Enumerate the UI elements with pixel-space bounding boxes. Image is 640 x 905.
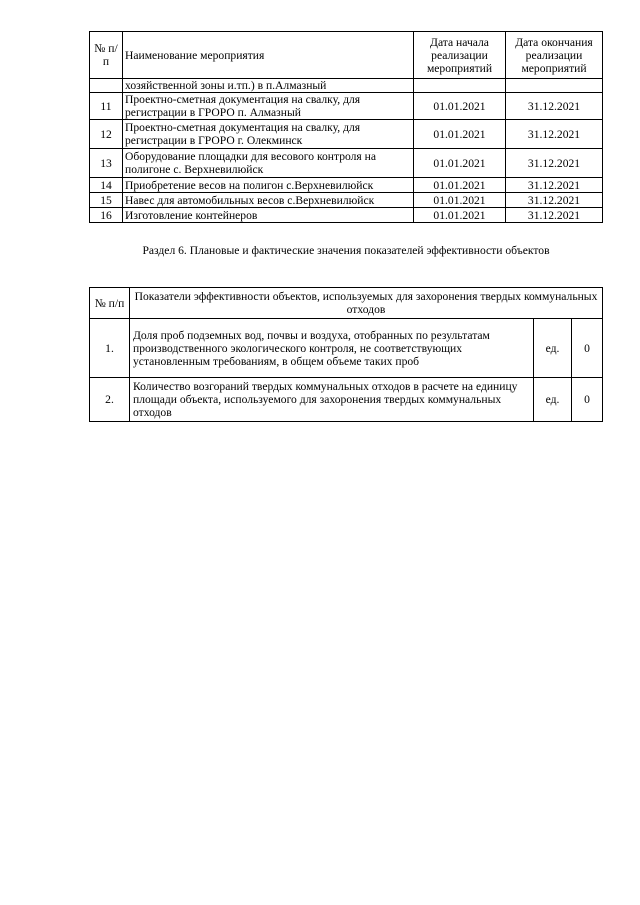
- row-value: 0: [571, 319, 602, 378]
- table-row: [90, 378, 603, 422]
- header-end: Дата окончания реализации мероприятий: [506, 32, 603, 79]
- row-unit: ед.: [533, 319, 571, 378]
- events-table-header: [90, 32, 603, 79]
- indicators-table: [89, 287, 603, 422]
- row-start: 01.01.2021: [414, 208, 506, 223]
- row-num: 11: [90, 93, 123, 120]
- row-start: 01.01.2021: [414, 149, 506, 178]
- row-end: 31.12.2021: [506, 208, 603, 223]
- row-unit: ед.: [533, 378, 571, 422]
- row-name: Проектно-сметная документация на свалку, для регистрации в ГРОРО п. Алмазный: [123, 93, 414, 120]
- row-name: Доля проб подземных вод, почвы и воздуха, отобранных по результатам производственного экологического контроля, не соответствующих установленным требованиям, в общем объеме таких проб: [130, 319, 534, 378]
- row-end: 31.12.2021: [506, 178, 603, 193]
- row-name: Изготовление контейнеров: [123, 208, 414, 223]
- section-title: Раздел 6. Плановые и фактические значения показателей эффективности объектов: [142, 244, 550, 257]
- row-start: 01.01.2021: [414, 178, 506, 193]
- header-title: Показатели эффективности объектов, используемых для захоронения твердых коммунальных отходов: [130, 288, 603, 319]
- row-name: Навес для автомобильных весов с.Верхневилюйск: [123, 193, 414, 208]
- row-end: 31.12.2021: [506, 93, 603, 120]
- row-start: 01.01.2021: [414, 93, 506, 120]
- table-row: [90, 79, 603, 93]
- continuation-text: хозяйственной зоны и.тп.) в п.Алмазный: [123, 79, 414, 93]
- row-num: 15: [90, 193, 123, 208]
- row-num: 12: [90, 120, 123, 149]
- row-num: 14: [90, 178, 123, 193]
- header-name: Наименование мероприятия: [123, 32, 414, 79]
- events-table: [89, 31, 603, 223]
- row-num: 2.: [90, 378, 130, 422]
- row-start: 01.01.2021: [414, 120, 506, 149]
- row-end: 31.12.2021: [506, 120, 603, 149]
- row-end: 31.12.2021: [506, 193, 603, 208]
- table-row: [90, 208, 603, 223]
- header-num: № п/п: [90, 288, 130, 319]
- row-num: 1.: [90, 319, 130, 378]
- header-num: № п/п: [90, 32, 123, 79]
- row-value: 0: [571, 378, 602, 422]
- header-start: Дата начала реализации мероприятий: [414, 32, 506, 79]
- row-num: 16: [90, 208, 123, 223]
- table-row: [90, 178, 603, 193]
- row-name: Оборудование площадки для весового контроля на полигоне с. Верхневилюйск: [123, 149, 414, 178]
- table-row: [90, 193, 603, 208]
- row-name: Приобретение весов на полигон с.Верхневилюйск: [123, 178, 414, 193]
- table-row: [90, 319, 603, 378]
- row-name: Проектно-сметная документация на свалку, для регистрации в ГРОРО г. Олекминск: [123, 120, 414, 149]
- table-row: [90, 149, 603, 178]
- row-start: 01.01.2021: [414, 193, 506, 208]
- table-row: [90, 120, 603, 149]
- row-num: 13: [90, 149, 123, 178]
- row-name: Количество возгораний твердых коммунальных отходов в расчете на единицу площади объекта, используемого для захоронения твердых коммунальных отходов: [130, 378, 534, 422]
- table-row: [90, 93, 603, 120]
- indicators-table-header: [90, 288, 603, 319]
- row-end: 31.12.2021: [506, 149, 603, 178]
